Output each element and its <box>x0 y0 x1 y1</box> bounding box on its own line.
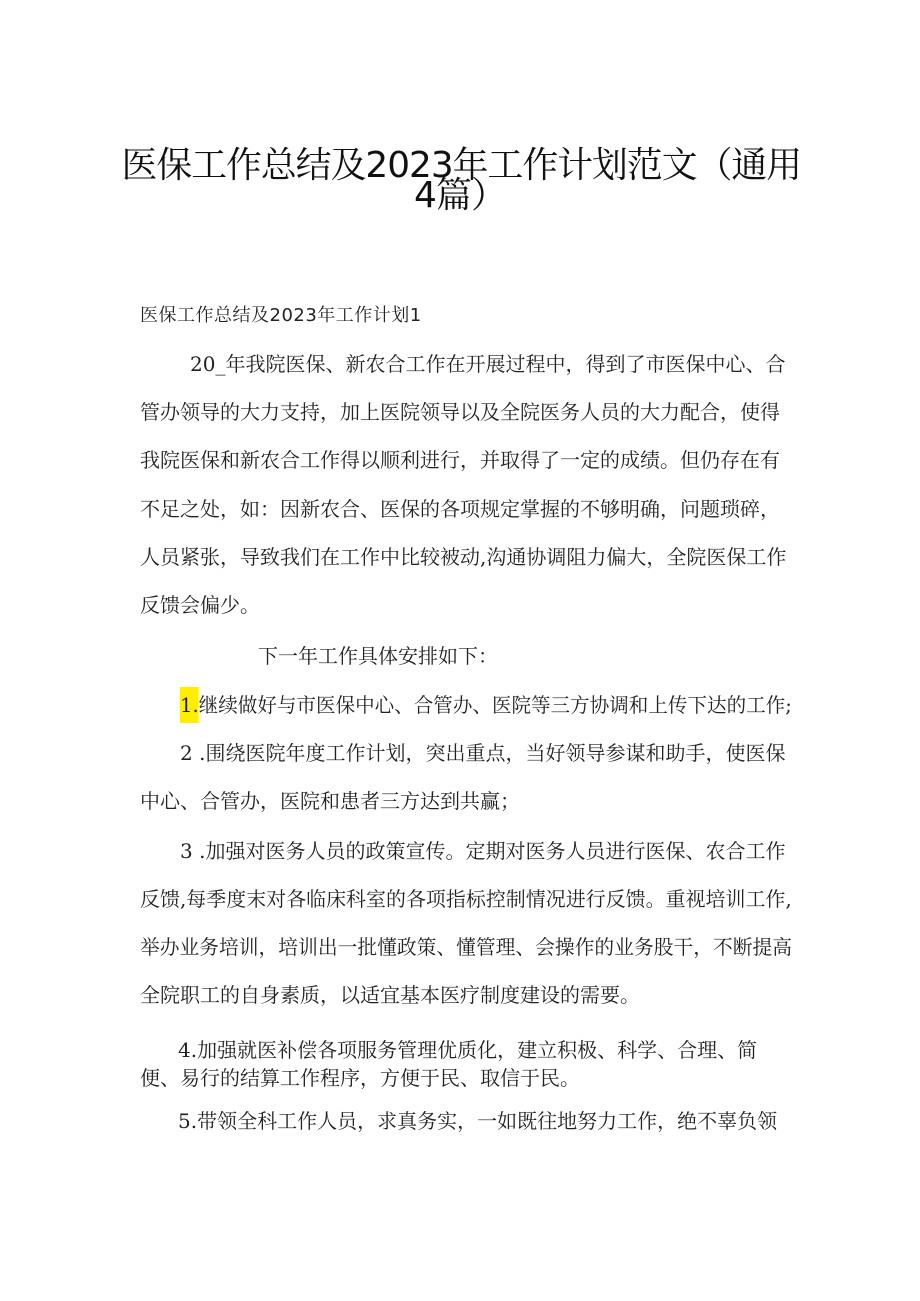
paragraph-line: 管办领导的大力支持，加上医院领导以及全院医务人员的大力配合，使得 <box>140 400 780 424</box>
list-item-line: 4.加强就医补偿各项服务管理优质化，建立积极、科学、合理、简 <box>178 1038 758 1062</box>
paragraph-line: 20_年我院医保、新农合工作在开展过程中，得到了市医保中心、合 <box>190 352 786 376</box>
paragraph-line: 不足之处，如：因新农合、医保的各项规定掌握的不够明确，问题琐碎， <box>140 497 780 521</box>
list-item-line: 反馈,每季度末对各临床科室的各项指标控制情况进行反馈。重视培训工作, <box>140 887 792 911</box>
list-item-line: 中心、合管办，医院和患者三方达到共赢； <box>140 789 520 813</box>
document-title-line-2: 4篇） <box>414 175 506 216</box>
list-item-line: 举办业务培训，培训出一批懂政策、懂管理、会操作的业务股干，不断提高 <box>140 935 793 959</box>
list-item-1 <box>180 690 792 720</box>
list-item-line: 便、易行的结算工作程序，方便于民、取信于民。 <box>140 1066 580 1090</box>
paragraph-line: 反馈会偏少。 <box>140 593 260 617</box>
list-item-1-text: 继续做好与市医保中心、合管办、医院等三方协调和上传下达的工作; <box>198 693 792 717</box>
document-title-line-1: 医保工作总结及2023年工作计划范文（通用 <box>121 145 802 186</box>
list-item-line: 2 .围绕医院年度工作计划，突出重点，当好领导参谋和助手，使医保 <box>180 741 786 765</box>
section-heading: 医保工作总结及2023年工作计划1 <box>140 305 422 326</box>
list-item-line: 5.带领全科工作人员，求真务实，一如既往地努力工作，绝不辜负领 <box>178 1109 778 1133</box>
paragraph-line: 我院医保和新农合工作得以顺利进行，并取得了一定的成绩。但仍存在有 <box>140 448 780 472</box>
plan-intro: 下一年工作具体安排如下： <box>258 644 498 668</box>
paragraph-line: 人员紧张，导致我们在工作中比较被动,沟通协调阻力偏大，全院医保工作 <box>140 545 787 569</box>
list-item-line: 3 .加强对医务人员的政策宣传。定期对医务人员进行医保、农合工作 <box>180 839 786 863</box>
highlighted-number: 1. <box>180 687 199 723</box>
list-item-line: 全院职工的自身素质，以适宜基本医疗制度建设的需要。 <box>140 983 640 1007</box>
